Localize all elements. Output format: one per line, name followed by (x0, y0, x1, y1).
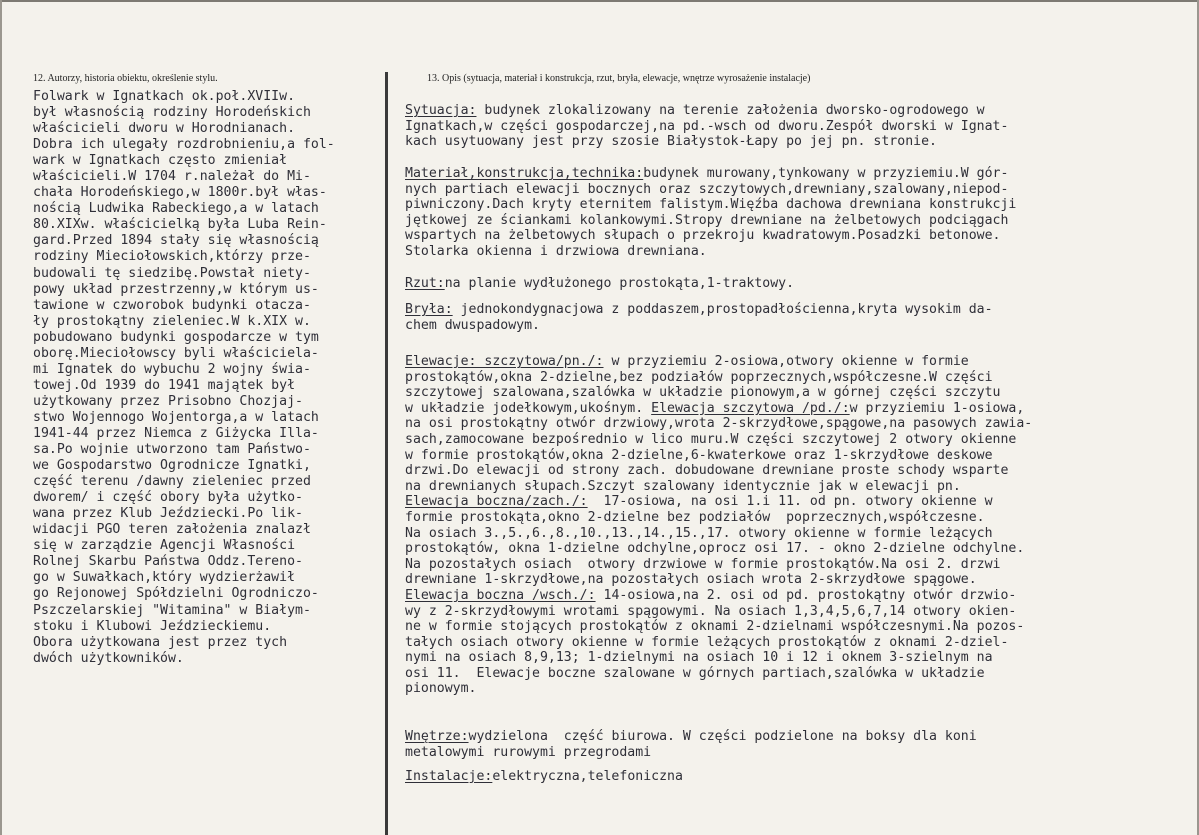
page-top-edge (0, 0, 1199, 2)
elevations-section (405, 354, 1032, 697)
plan-label: Rzut: (405, 276, 445, 291)
elevation-east-text: 14-osiowa,na 2. osi od pd. prostokątny otwór drzwio- wy z 2-skrzydłowymi wrotami spągowymi. Na osiach 1,3,4,5,6,7,14 otwory okien- ne w formie stojących prostokątów z oknami 2-dzielnami współczesnymi.Na pozos- tałych osiach otwory okienne w formie leżących prostokątów z oknami 2-dziel- nymi na osiach 8,9,13; 1-dzielnymi na osiach 10 i 12 i oknem 3-szielnym na osi 11. Elewacje boczne szalowane w górnych partiach,szalówka w układzie pionowym. (405, 587, 1025, 697)
installations-label: Instalacje: (405, 769, 493, 784)
elevation-west-label: Elewacja boczna/zach./: (405, 494, 588, 510)
column-divider (385, 72, 388, 835)
page-left-edge (0, 0, 2, 835)
elevation-south-label: Elewacja szczytowa /pd./: (651, 400, 850, 416)
elevation-west-text: 17-osiowa, na osi 1.i 11. od pn. otwory okienne w formie prostokąta,okno 2-dzielne bez podziałów poprzecznych,współczesne. Na osiach 3.,5.,6.,8.,10.,13.,14.,15.,17. otwory okienne w formie leżących prostokątów, okna 1-dzielne odchylne,oprocz osi 17. - okno 2-dzielne odchylne. Na pozostałych osiach otwory drzwiowe w formie prostokątów.Na osi 2. drzwi drewniane 1-skrzydłowe,na pozostałych osiach wrota 2-skrzydłowe spągowe. (405, 494, 1025, 588)
description-section-header: 13. Opis (sytuacja, materiał i konstrukcja, rzut, bryła, elewacje, wnętrze wyrosażenie instalacje) (427, 73, 811, 84)
elevation-north-label: Elewacje: szczytowa/pn./: (405, 354, 604, 369)
elevation-south-text: w przyziemiu 1-osiowa, na osi prostokątny otwór drzwiowy,wrota 2-skrzydłowe,spągowe,na pasowych zawia- sach,zamocowane bezpośrednio w lico muru.W części szczytowej 2 otwory okienne w formie prostokątów,okna 2-dzielne,6-kwaterkowe oraz 1-skrzydłowe deskowe drzwi.Do elewacji od strony zach. dobudowane drewniane proste schody wsparte na drewnianych słupach.Szczyt szalowany identycznie jak w elewacji pn. (405, 400, 1033, 494)
history-section-header: 12. Autorzy, historia obiektu, określenie stylu. (33, 73, 218, 84)
material-text: budynek murowany,tynkowany w przyziemiu.W gór- nych partiach elewacji bocznych oraz szczytowych,drewniany,szalowany,niepod- piwniczony.Dach kryty eternitem falistym.Więźba dachowa drewniana konstrukcji jętkowej ze ściankami kolankowymi.Stropy drewniane na żelbetowych podciągach wspartych na żelbetowych słupach o przekroju kwadratowym.Posadzki betonowe. Stolarka okienna i drzwiowa drewniana. (405, 166, 1017, 259)
interior-text: wydzielona część biurowa. W części podzielone na boksy dla koni metalowymi rurowymi przegrodami (405, 729, 977, 760)
plan-section (405, 276, 794, 292)
elevation-north-text: w przyziemiu 2-osiowa,otwory okienne w formie prostokątów,okna 2-dzielne,bez podziałów poprzecznych,współczesne.W części szczytowej szalowana,szalówka w układzie pionowym,a w górnej części szczytu w układzie jodełkowym,ukośnym. (405, 354, 1001, 416)
installations-section (405, 769, 683, 785)
situation-text: budynek zlokalizowany na terenie założenia dworsko-ogrodowego w Ignatkach,w części gospodarczej,na pd.-wsch od dworu.Zespół dworski w Ignat- kach usytuowany jest przy szosie Białystok-Łapy po jej pn. stronie. (405, 103, 1009, 150)
interior-label: Wnętrze: (405, 729, 469, 744)
material-section (405, 166, 1016, 260)
massing-section (405, 302, 993, 333)
massing-text: jednokondygnacjowa z poddaszem,prostopadłościenna,kryta wysokim da- chem dwuspadowym. (405, 302, 993, 333)
situation-label: Sytuacja: (405, 103, 477, 118)
massing-label: Bryła: (405, 302, 453, 317)
plan-text: na planie wydłużonego prostokąta,1-traktowy. (444, 276, 795, 291)
installations-text: elektryczna,telefoniczna (492, 769, 683, 784)
elevation-east-label: Elewacja boczna /wsch./: (405, 587, 596, 603)
interior-section (405, 729, 977, 760)
history-text: Folwark w Ignatkach ok.poł.XVIIw. był własnością rodziny Horodeńskich właścicieli dworu w Horodnianach. Dobra ich ulegały rozdrobnieniu,a fol- wark w Ignatkach często zmieniał właścicieli.W 1704 r.należał do Mi- chała Horodeńskiego,w 1800r.był włas- nością Ludwika Rabeckiego,a w latach 80.XIXw. właścicielką była Luba Rein- gard.Przed 1894 stały się własnością rodziny Mieciołowskich,którzy prze- budowali tę siedzibę.Powstał niety- powy układ przestrzenny,w którym us- tawione w czworobok budynki otacza- ły prostokątny zieleniec.W k.XIX w. pobudowano budynki gospodarcze w tym oborę.Mieciołowscy byli właścicielа- mi Ignatek do wybuchu 2 wojny świa- towej.Od 1939 do 1941 majątek był użytkowany przez Prisobno Chozjaj- stwo Wojennogo Wojentorga,a w latach 1941-44 przez Niemca z Giżycka Illa- sa.Po wojnie utworzono tam Państwo- we Gospodarstwo Ogrodnicze Ignatki, część terenu /dawny zieleniec przed dworem/ i część obory była użytko- wana przez Klub Jeździecki.Po lik- widacji PGO teren założenia znalazł się w zarządzie Agencji Własności Rolnej Skarbu Państwa Oddz.Tereno- go w Suwałkach,który wydzierżawił go Rejonowej Spółdzielni Ogrodniczo- Pszczelarskiej "Witamina" w Białym- stoku i Klubowi Jeździeckiemu. Obora użytkowana jest przez tych dwóch użytkowników. (33, 89, 335, 666)
situation-section (405, 103, 1008, 150)
material-label: Materiał,konstrukcja,technika: (405, 166, 644, 181)
